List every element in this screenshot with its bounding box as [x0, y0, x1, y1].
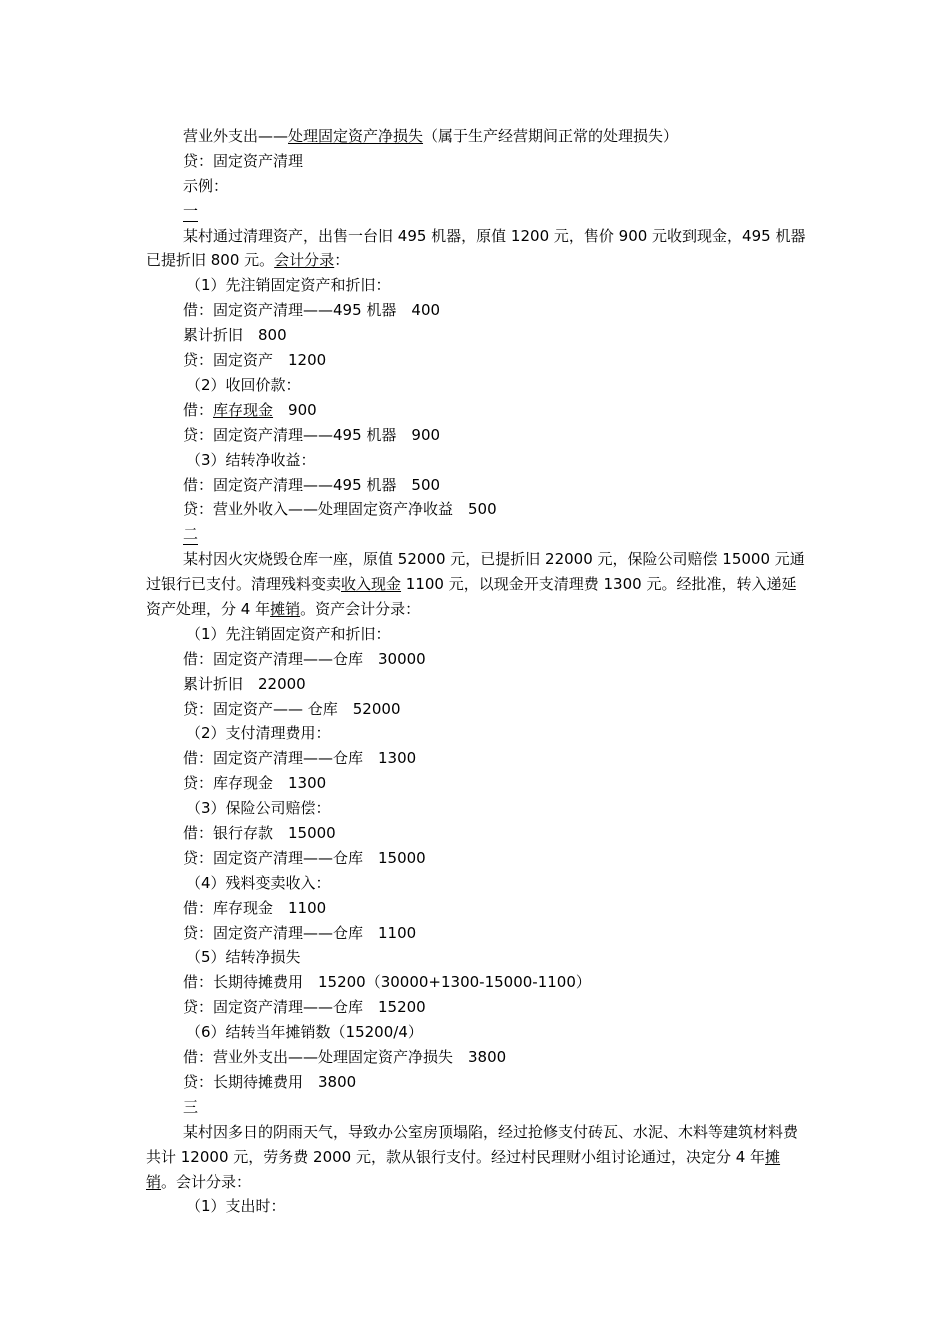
- text-line: [146, 497, 806, 522]
- text-span: ：: [334, 251, 350, 270]
- document-body: [146, 124, 806, 1219]
- step-heading: [146, 721, 806, 746]
- text-span: 贷：固定资产清理——仓库 1100: [183, 923, 417, 942]
- text-span: 贷：固定资产—— 仓库 52000: [183, 699, 401, 718]
- text-span: （1）先注销固定资产和折旧：: [186, 624, 391, 643]
- text-span: 贷：固定资产清理——仓库 15200: [183, 998, 426, 1017]
- text-span: 某村因多日的阴雨天气，导致办公室房顶塌陷，经过抢修支付砖瓦、水泥、木料等建筑材料费共计 12000 元，劳务费 2000 元，款从银行支付。经过村民理财小组讨论通过，决定分 4 年: [146, 1122, 799, 1166]
- text-span: 贷：固定资产清理——仓库 15000: [183, 848, 426, 867]
- underlined-term: 库存现金: [213, 400, 274, 419]
- text-span: 借：固定资产清理——仓库 1300: [183, 749, 417, 768]
- text-span: 贷：营业外收入——处理固定资产净收益 500: [183, 500, 497, 519]
- text-line: [146, 1070, 806, 1095]
- text-span: 1100 元，以现金开支清理费 1300 元。经批准，转入递延资产处理，分 4 年: [146, 575, 797, 618]
- text-span: （4）残料变卖收入：: [186, 873, 331, 892]
- text-line: [146, 323, 806, 348]
- step-heading: [146, 373, 806, 398]
- step-heading: [146, 622, 806, 647]
- text-line: [146, 970, 806, 995]
- text-span: 贷：固定资产清理——495 机器 900: [183, 425, 441, 444]
- text-line: [146, 423, 806, 448]
- text-span: 贷：库存现金 1300: [183, 774, 327, 793]
- step-heading: [146, 871, 806, 896]
- underlined-term: 收入现金: [341, 575, 402, 594]
- text-line: [146, 298, 806, 323]
- text-line: [146, 672, 806, 697]
- paragraph: [146, 224, 806, 274]
- text-span: 借：固定资产清理——495 机器 500: [183, 475, 441, 494]
- text-line: [146, 398, 806, 423]
- text-span: （3）结转净收益：: [186, 450, 316, 469]
- text-line: [146, 174, 806, 199]
- text-line: [146, 921, 806, 946]
- section-number: 二: [183, 525, 199, 544]
- underlined-term: 处理固定资产净损失: [288, 127, 424, 145]
- underlined-term: 摊销: [146, 1147, 781, 1191]
- section-number: 一: [183, 201, 199, 220]
- text-span: （6）结转当年摊销数（15200/4）: [186, 1023, 423, 1042]
- step-heading: [146, 1194, 806, 1219]
- text-span: 借：: [183, 400, 214, 419]
- text-span: （2）收回价款：: [186, 375, 301, 394]
- text-span: 借：长期待摊费用 15200（30000+1300-15000-1100）: [183, 973, 591, 992]
- paragraph: [146, 547, 806, 622]
- text-span: （3）保险公司赔偿：: [186, 799, 331, 818]
- section-heading: [146, 522, 806, 547]
- text-span: 示例：: [183, 176, 229, 195]
- text-line: [146, 746, 806, 771]
- step-heading: [146, 796, 806, 821]
- text-span: 某村通过清理资产，出售一台旧 495 机器，原值 1200 元，售价 900 元收到现金，495 机器已提折旧 800 元。: [146, 226, 806, 270]
- text-span: 借：营业外支出——处理固定资产净损失 3800: [183, 1048, 507, 1067]
- step-heading: [146, 945, 806, 970]
- text-span: （属于生产经营期间正常的处理损失）: [423, 127, 679, 145]
- text-span: 贷：长期待摊费用 3800: [183, 1072, 357, 1091]
- text-span: 营业外支出——: [183, 127, 289, 145]
- text-span: 某村因火灾烧毁仓库一座，原值 52000 元，已提折旧 22000 元，保险公司赔偿 15000 元通过银行已支付。清理残料变卖: [146, 550, 805, 594]
- text-span: 借：库存现金 1100: [183, 898, 327, 917]
- text-line: [146, 124, 806, 149]
- text-line: [146, 348, 806, 373]
- paragraph: [146, 1120, 806, 1195]
- text-line: [146, 697, 806, 722]
- text-span: 。会计分录：: [161, 1172, 252, 1191]
- text-span: 借：银行存款 15000: [183, 824, 336, 843]
- text-span: （2）支付清理费用：: [186, 724, 331, 743]
- step-heading: [146, 448, 806, 473]
- text-span: 借：固定资产清理——仓库 30000: [183, 649, 426, 668]
- text-line: [146, 896, 806, 921]
- text-span: 。资产会计分录：: [300, 599, 421, 618]
- text-line: [146, 647, 806, 672]
- text-line: [146, 1045, 806, 1070]
- section-heading: [146, 199, 806, 224]
- underlined-term: 摊销: [270, 599, 301, 618]
- text-line: [146, 771, 806, 796]
- text-span: 贷：固定资产 1200: [183, 351, 327, 370]
- text-span: 贷：固定资产清理: [183, 151, 304, 170]
- text-span: （1）支出时：: [186, 1197, 286, 1216]
- text-line: [146, 1095, 806, 1120]
- step-heading: [146, 273, 806, 298]
- text-line: [146, 473, 806, 498]
- step-heading: [146, 1020, 806, 1045]
- text-line: [146, 846, 806, 871]
- text-span: 三: [183, 1097, 199, 1116]
- text-span: （5）结转净损失: [186, 948, 301, 967]
- text-span: （1）先注销固定资产和折旧：: [186, 276, 391, 295]
- text-line: [146, 149, 806, 174]
- text-line: [146, 821, 806, 846]
- text-span: 累计折旧 800: [183, 326, 287, 345]
- underlined-term: 会计分录: [274, 251, 335, 270]
- text-span: 900: [273, 400, 317, 419]
- text-span: 累计折旧 22000: [183, 674, 306, 693]
- text-line: [146, 995, 806, 1020]
- text-span: 借：固定资产清理——495 机器 400: [183, 301, 441, 320]
